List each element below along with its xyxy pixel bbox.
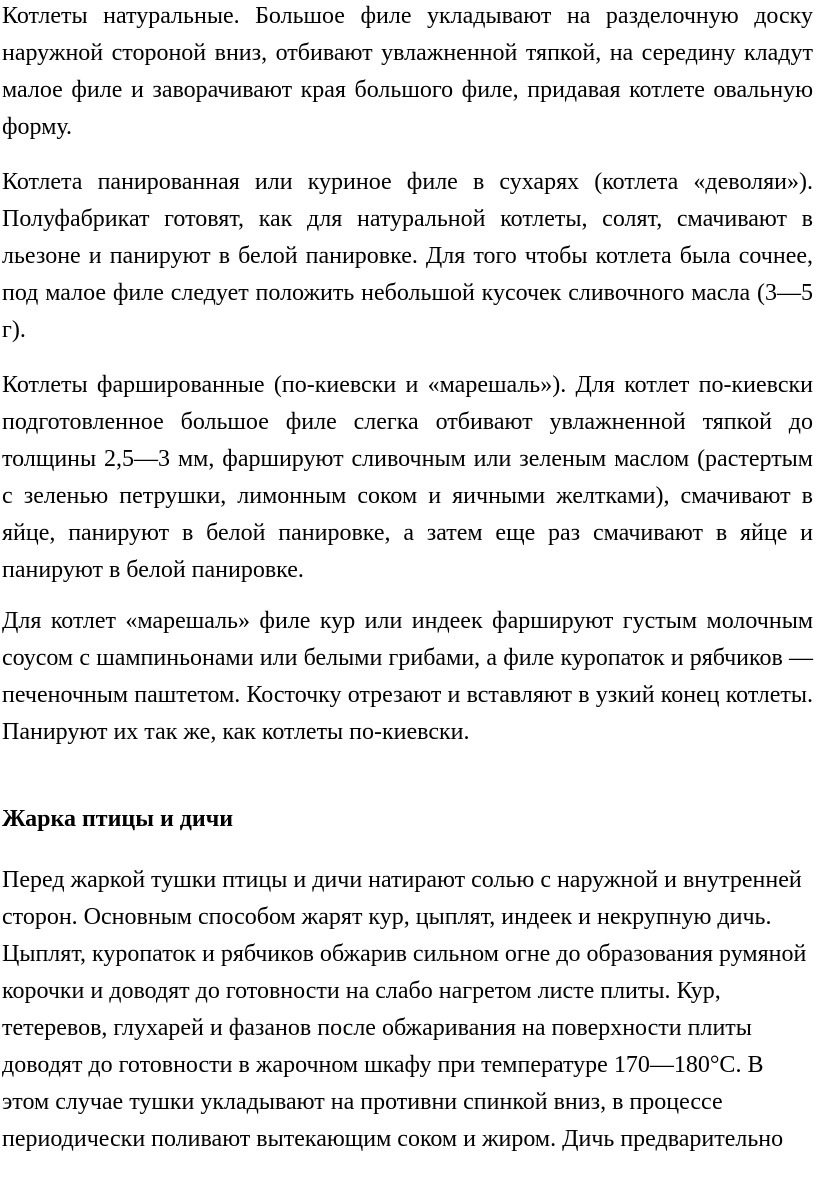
paragraph-stuffed-cutlets: Котлеты фаршированные (по-киевски и «марешаль»). Для котлет по-киевски подготовленное большое филе слегка отбивают увлажненной тяпкой до толщины 2,5—3 мм, фаршируют сливочным или зеленым маслом (растертым с зеленью петрушки, лимонным соком и яичными желтками), смачивают в яйце, панируют в белой панировке, а затем еще раз смачивают в яйце и панируют в белой панировке. — [2, 372, 813, 583]
paragraph-breaded-cutlet: Котлета панированная или куриное филе в сухарях (котлета «деволяи»). Полуфабрикат готовят, как для натуральной котлеты, солят, смачивают в льезоне и панируют в белой панировке. Для того чтобы котлета была сочнее, под малое филе следует положить небольшой кусочек сливочного масла (3—5 г). — [2, 169, 813, 343]
paragraph-natural-cutlets: Котлеты натуральные. Большое филе укладывают на разделочную доску наружной стороной вниз, отбивают увлажненной тяпкой, на середину кладут малое филе и заворачивают края большого филе, придавая котлете овальную форму. — [2, 3, 813, 140]
paragraph-mareshal-cutlets: Для котлет «марешаль» филе кур или индеек фаршируют густым молочным соусом с шампиньонами или белыми грибами, а филе куропаток и рябчиков — печеночным паштетом. Косточку отрезают и вставляют в узкий конец котлеты. Панируют их так же, как котлеты по-киевски. — [2, 608, 813, 745]
section-heading-roasting: Жарка птицы и дичи — [2, 806, 234, 832]
paragraph-roasting-poultry: Перед жаркой тушки птицы и дичи натирают солью с наружной и внутренней сторон. Основным способом жарят кур, цыплят, индеек и некрупную дичь. Цыплят, куропаток и рябчиков обжарив сильном огне до образования румяной корочки и доводят до готовности на слабо нагретом листе плиты. Кур, тетеревов, глухарей и фазанов после обжаривания на поверхности плиты доводят до готовности в жарочном шкафу при температуре 170—180°С. В этом случае тушки укладывают на противни спинкой вниз, в процессе периодически поливают вытекающим соком и жиром. Дичь предварительно — [2, 867, 807, 1152]
